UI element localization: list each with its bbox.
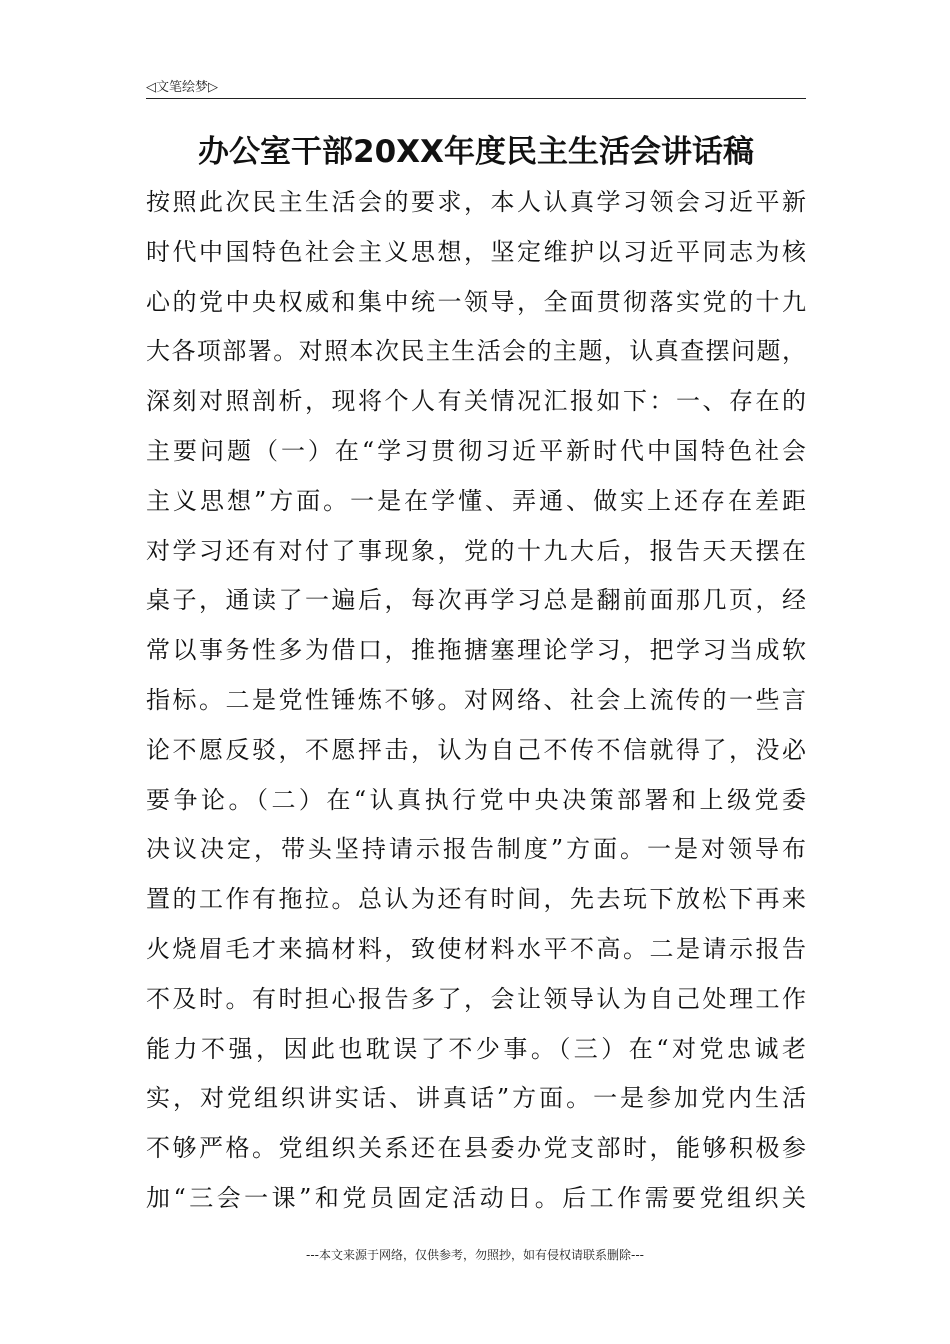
header-label: ◁文笔绘梦▷ <box>146 80 218 95</box>
body-line: 主要问题（一）在“学习贯彻习近平新时代中国特色社会 <box>146 436 806 465</box>
body-line: 指标。二是党性锤炼不够。对网络、社会上流传的一些言 <box>146 685 806 714</box>
body-line: 不及时。有时担心报告多了，会让领导认为自己处理工作 <box>146 984 806 1013</box>
body-line: 实，对党组织讲实话、讲真话”方面。一是参加党内生活 <box>146 1084 806 1113</box>
body-line: 决议决定，带头坚持请示报告制度”方面。一是对领导布 <box>146 835 806 864</box>
body-line: 主义思想”方面。一是在学懂、弄通、做实上还存在差距 <box>146 486 806 515</box>
body-line: 加“三会一课”和党员固定活动日。后工作需要党组织关 <box>146 1183 806 1212</box>
body-line: 论不愿反驳，不愿抨击，认为自己不传不信就得了，没必 <box>146 735 806 764</box>
body-line: 能力不强，因此也耽误了不少事。（三）在“对党忠诚老 <box>146 1034 806 1063</box>
body-line: 要争论。（二）在“认真执行党中央决策部署和上级党委 <box>146 785 806 814</box>
body-line: 对学习还有对付了事现象，党的十九大后，报告天天摆在 <box>146 536 806 565</box>
body-line: 深刻对照剖析，现将个人有关情况汇报如下：一、存在的 <box>146 387 806 416</box>
body-line: 时代中国特色社会主义思想，坚定维护以习近平同志为核 <box>146 237 806 266</box>
body-line: 大各项部署。对照本次民主生活会的主题，认真查摆问题， <box>146 337 806 366</box>
body-line: 置的工作有拖拉。总认为还有时间，先去玩下放松下再来 <box>146 885 806 914</box>
document-title: 办公室干部20XX年度民主生活会讲话稿 <box>198 134 754 170</box>
body-line: 心的党中央权威和集中统一领导，全面贯彻落实党的十九 <box>146 287 806 316</box>
body-line: 桌子，通读了一遍后，每次再学习总是翻前面那几页，经 <box>146 586 806 615</box>
page-header <box>146 74 806 99</box>
body-line: 火烧眉毛才来搞材料，致使材料水平不高。二是请示报告 <box>146 934 806 963</box>
body-line: 按照此次民主生活会的要求，本人认真学习领会习近平新 <box>146 188 806 216</box>
document-body <box>146 178 806 1224</box>
body-line: 常以事务性多为借口，推拖搪塞理论学习，把学习当成软 <box>146 636 806 665</box>
footer-disclaimer: ---本文来源于网络，仅供参考，勿照抄，如有侵权请联系删除--- <box>306 1248 644 1262</box>
body-line: 不够严格。党组织关系还在县委办党支部时，能够积极参 <box>146 1134 806 1163</box>
